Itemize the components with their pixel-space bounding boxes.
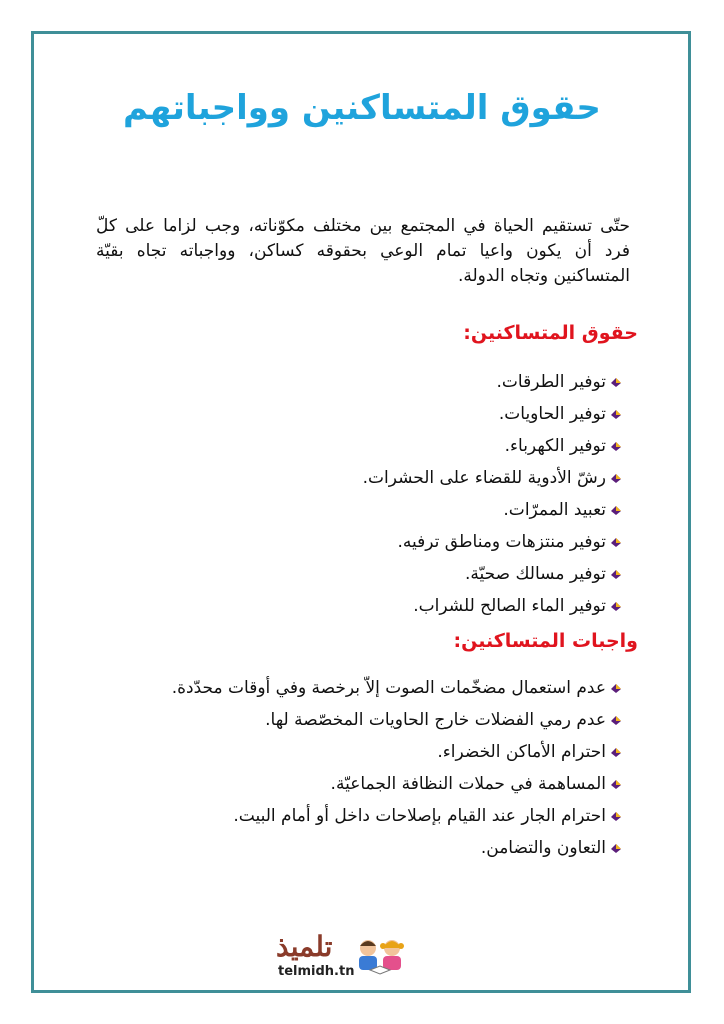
duties-heading: واجبات المتساكنين: [453, 630, 638, 652]
list-item-text: رشّ الأدوية للقضاء على الحشرات. [362, 468, 606, 488]
list-item-text: توفير الكهرباء. [504, 436, 606, 456]
bullet-arrow-icon [606, 744, 628, 760]
list-item [363, 526, 628, 558]
bullet-arrow-icon [606, 712, 628, 728]
page-title: حقوق المتساكنين وواجباتهم [123, 88, 601, 128]
list-item [363, 398, 628, 430]
bullet-arrow-icon [606, 406, 628, 422]
duties-list [172, 672, 628, 864]
list-item-text: توفير الطرقات. [496, 372, 606, 392]
bullet-arrow-icon [606, 502, 628, 518]
list-item [172, 768, 628, 800]
list-item-text: توفير الحاويات. [498, 404, 606, 424]
list-item [172, 736, 628, 768]
list-item [363, 590, 628, 622]
list-item [172, 832, 628, 864]
bullet-arrow-icon [606, 776, 628, 792]
list-item-text: عدم رمي الفضلات خارج الحاويات المخصّصة لها. [265, 710, 606, 730]
kids-reading-icon [350, 936, 410, 982]
list-item-text: التعاون والتضامن. [480, 838, 606, 858]
bullet-arrow-icon [606, 598, 628, 614]
telmidh-logo [272, 930, 432, 986]
list-item [363, 462, 628, 494]
list-item [363, 494, 628, 526]
bullet-arrow-icon [606, 534, 628, 550]
bullet-arrow-icon [606, 438, 628, 454]
intro-paragraph: حتّى تستقيم الحياة في المجتمع بين مختلف مكوّناته، وجب لزاما على كلّ فرد أن يكون واعيا تمام الوعي بحقوقه كساكن، وواجباته تجاه بقيّة المتساكنين وتجاه الدولة. [96, 216, 630, 286]
list-item-text: احترام الأماكن الخضراء. [437, 742, 606, 762]
list-item-text: تعبيد الممرّات. [503, 500, 606, 520]
list-item [172, 704, 628, 736]
bullet-arrow-icon [606, 680, 628, 696]
bullet-arrow-icon [606, 470, 628, 486]
list-item-text: احترام الجار عند القيام بإصلاحات داخل أو أمام البيت. [233, 806, 606, 826]
list-item-text: توفير منتزهات ومناطق ترفيه. [397, 532, 606, 552]
bullet-arrow-icon [606, 808, 628, 824]
rights-heading: حقوق المتساكنين: [463, 322, 638, 344]
list-item-text: توفير الماء الصالح للشراب. [413, 596, 606, 616]
list-item [363, 366, 628, 398]
list-item [363, 558, 628, 590]
bullet-arrow-icon [606, 840, 628, 856]
list-item-text: عدم استعمال مضخّمات الصوت إلاّ برخصة وفي أوقات محدّدة. [171, 678, 606, 698]
logo-domain: telmidh.tn [278, 964, 355, 979]
list-item [363, 430, 628, 462]
list-item [172, 672, 628, 704]
list-item-text: توفير مسالك صحيّة. [465, 564, 606, 584]
list-item-text: المساهمة في حملات النظافة الجماعيّة. [330, 774, 606, 794]
list-item [172, 800, 628, 832]
rights-list [363, 366, 628, 622]
bullet-arrow-icon [606, 374, 628, 390]
bullet-arrow-icon [606, 566, 628, 582]
logo-arabic: تلميذ [276, 930, 333, 963]
